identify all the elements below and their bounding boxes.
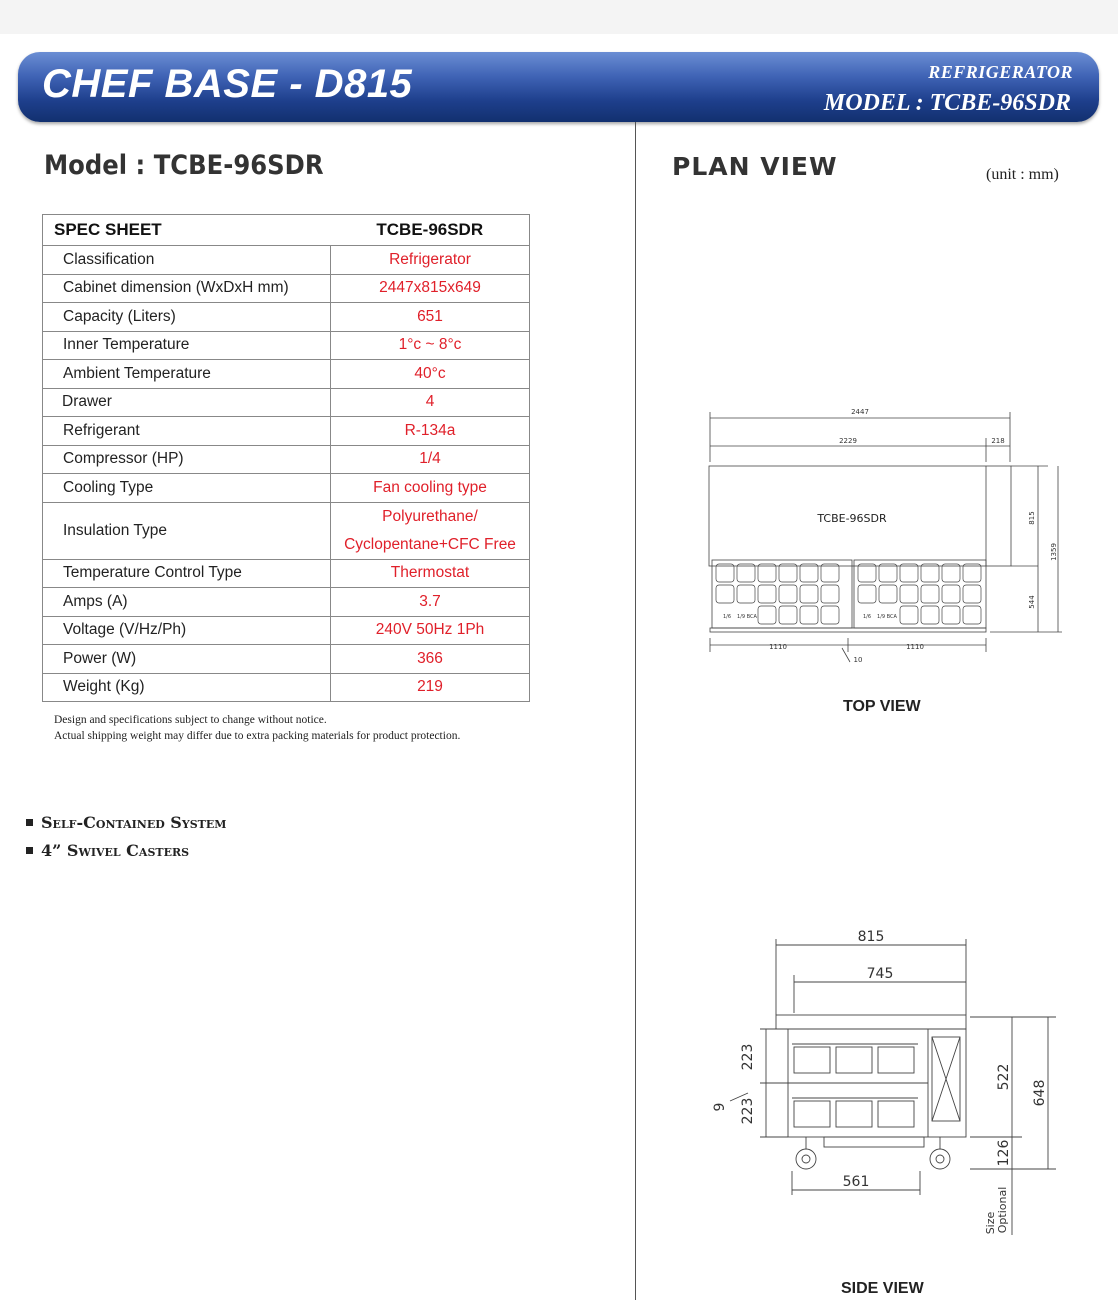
spec-label: Amps (A) [43, 588, 331, 617]
food-pan-cell [963, 606, 981, 624]
spec-label: Cooling Type [43, 474, 331, 503]
feature-text: Self-Contained System [41, 812, 227, 832]
top-view-drawing [700, 400, 1070, 670]
table-row [43, 474, 530, 503]
column-divider [635, 122, 636, 1300]
food-pan-cell [758, 585, 776, 603]
spec-value: Refrigerator [331, 246, 530, 275]
spec-header-right: TCBE-96SDR [331, 215, 530, 246]
spec-value: 366 [331, 645, 530, 674]
food-pan-cell [900, 606, 918, 624]
side-dim-depth: 815 [857, 929, 885, 945]
dim-total-width: 2447 [851, 408, 869, 416]
table-row [43, 559, 530, 588]
spec-label: Weight (Kg) [43, 673, 331, 702]
note-line: Design and specifications subject to change without notice. [54, 714, 327, 726]
side-dim-drawer-top: 223 [740, 1043, 756, 1071]
table-row [43, 360, 530, 389]
side-dim-cabinet-height: 522 [996, 1063, 1012, 1091]
food-pan-cell [963, 585, 981, 603]
spec-label: Temperature Control Type [43, 559, 331, 588]
banner-model: MODEL : TCBE-96SDR [823, 90, 1071, 116]
food-pan-cell [779, 606, 797, 624]
food-pan-cell [900, 564, 918, 582]
spec-value-line: Polyurethane/ [382, 507, 478, 525]
spec-value: Fan cooling type [331, 474, 530, 503]
side-dim-caster-span: 561 [842, 1174, 870, 1190]
spec-value: 3.7 [331, 588, 530, 617]
pan-label: 1/6 [722, 614, 732, 620]
size-note-line: Size [984, 1211, 997, 1235]
plan-view-heading: PLAN VIEW [672, 152, 838, 181]
size-note-line: Optional [996, 1186, 1009, 1234]
spec-value: 40°c [331, 360, 530, 389]
feature-text: 4” Swivel Casters [41, 840, 190, 860]
spec-label: Ambient Temperature [43, 360, 331, 389]
pan-label: 1/9 BCA [877, 614, 897, 620]
spec-label: Drawer [43, 388, 331, 417]
side-dim-gap: 9 [712, 1102, 728, 1112]
food-pan-cell [942, 585, 960, 603]
table-row [43, 588, 530, 617]
spec-label: Insulation Type [43, 502, 331, 559]
dim-half-right: 1110 [906, 643, 924, 651]
food-pan-cell [921, 564, 939, 582]
square-bullet-icon [26, 847, 33, 854]
spec-header-row [43, 215, 530, 246]
food-pan-cell [879, 564, 897, 582]
header-banner [18, 52, 1099, 122]
table-row [43, 331, 530, 360]
table-row [43, 502, 530, 559]
food-pan-cell [716, 564, 734, 582]
table-row [43, 645, 530, 674]
table-row [43, 417, 530, 446]
dim-lid-width: 2229 [839, 437, 857, 445]
dim-drawer-depth: 544 [1028, 595, 1036, 609]
food-pan-cell [858, 585, 876, 603]
spec-label: Refrigerant [43, 417, 331, 446]
dim-half-left: 1110 [769, 643, 787, 651]
food-pan-cell [942, 606, 960, 624]
unit-label: (unit : mm) [986, 166, 1059, 183]
side-dim-drawer-bottom: 223 [740, 1097, 756, 1125]
spec-value: 240V 50Hz 1Ph [331, 616, 530, 645]
spec-label: Capacity (Liters) [43, 303, 331, 332]
banner-title: CHEF BASE - D815 [42, 62, 413, 106]
spec-value: Thermostat [331, 559, 530, 588]
model-heading: Model : TCBE-96SDR [44, 150, 324, 181]
dim-depth: 815 [1028, 511, 1036, 525]
food-pan-cell [737, 585, 755, 603]
spec-value: R-134a [331, 417, 530, 446]
spec-value: 2447x815x649 [331, 274, 530, 303]
spec-table [42, 214, 530, 702]
food-pan-cell [963, 564, 981, 582]
side-view-caption: SIDE VIEW [841, 1280, 924, 1297]
food-pan-cell [758, 606, 776, 624]
table-row [43, 303, 530, 332]
table-row [43, 616, 530, 645]
food-pan-cell [921, 585, 939, 603]
food-pan-cell [942, 564, 960, 582]
spec-label: Classification [43, 246, 331, 275]
spec-value: 4 [331, 388, 530, 417]
food-pan-cell [779, 585, 797, 603]
table-row [43, 673, 530, 702]
square-bullet-icon [26, 819, 33, 826]
food-pan-cell [716, 585, 734, 603]
food-pan-cell [858, 564, 876, 582]
list-item [26, 836, 226, 864]
table-row [43, 246, 530, 275]
spec-label: Compressor (HP) [43, 445, 331, 474]
side-dim-inner: 745 [866, 966, 894, 982]
table-row [43, 445, 530, 474]
food-pan-cell [821, 606, 839, 624]
food-pan-cell [800, 606, 818, 624]
spec-label: Power (W) [43, 645, 331, 674]
food-pan-cell [821, 564, 839, 582]
food-pan-cell [821, 585, 839, 603]
food-pan-cell [758, 564, 776, 582]
food-pan-cell [800, 564, 818, 582]
spec-value: 1°c ~ 8°c [331, 331, 530, 360]
spec-notes [54, 712, 460, 744]
spec-value: 651 [331, 303, 530, 332]
spec-value: 1/4 [331, 445, 530, 474]
dim-gap: 10 [853, 656, 863, 664]
page-top-band [0, 0, 1118, 34]
dim-edge: 218 [991, 437, 1005, 445]
food-pan-cell [737, 564, 755, 582]
spec-value: 219 [331, 673, 530, 702]
list-item [26, 808, 226, 836]
note-line: Actual shipping weight may differ due to extra packing materials for product protection. [54, 730, 461, 742]
food-pan-cell [921, 606, 939, 624]
spec-label: Cabinet dimension (WxDxH mm) [43, 274, 331, 303]
top-view-model-label: TCBE-96SDR [817, 512, 887, 525]
top-view-caption: TOP VIEW [843, 698, 921, 715]
spec-value-line: Cyclopentane+CFC Free [344, 535, 516, 553]
pan-label: 1/6 [862, 614, 872, 620]
banner-category: REFRIGERATOR [928, 62, 1073, 82]
food-pan-cell [800, 585, 818, 603]
side-dim-leg-height: 126 [996, 1139, 1012, 1167]
food-pan-cell [900, 585, 918, 603]
spec-label: Inner Temperature [43, 331, 331, 360]
side-view-drawing [700, 925, 1070, 1245]
side-dim-total-height: 648 [1032, 1079, 1048, 1107]
pan-label: 1/9 BCA [737, 614, 757, 620]
feature-list [26, 808, 226, 864]
dim-overall-depth: 1359 [1050, 543, 1058, 561]
spec-label: Voltage (V/Hz/Ph) [43, 616, 331, 645]
spec-value [331, 502, 530, 559]
food-pan-cell [779, 564, 797, 582]
table-row [43, 388, 530, 417]
food-pan-cell [879, 585, 897, 603]
spec-header-left: SPEC SHEET [43, 215, 331, 246]
table-row [43, 274, 530, 303]
